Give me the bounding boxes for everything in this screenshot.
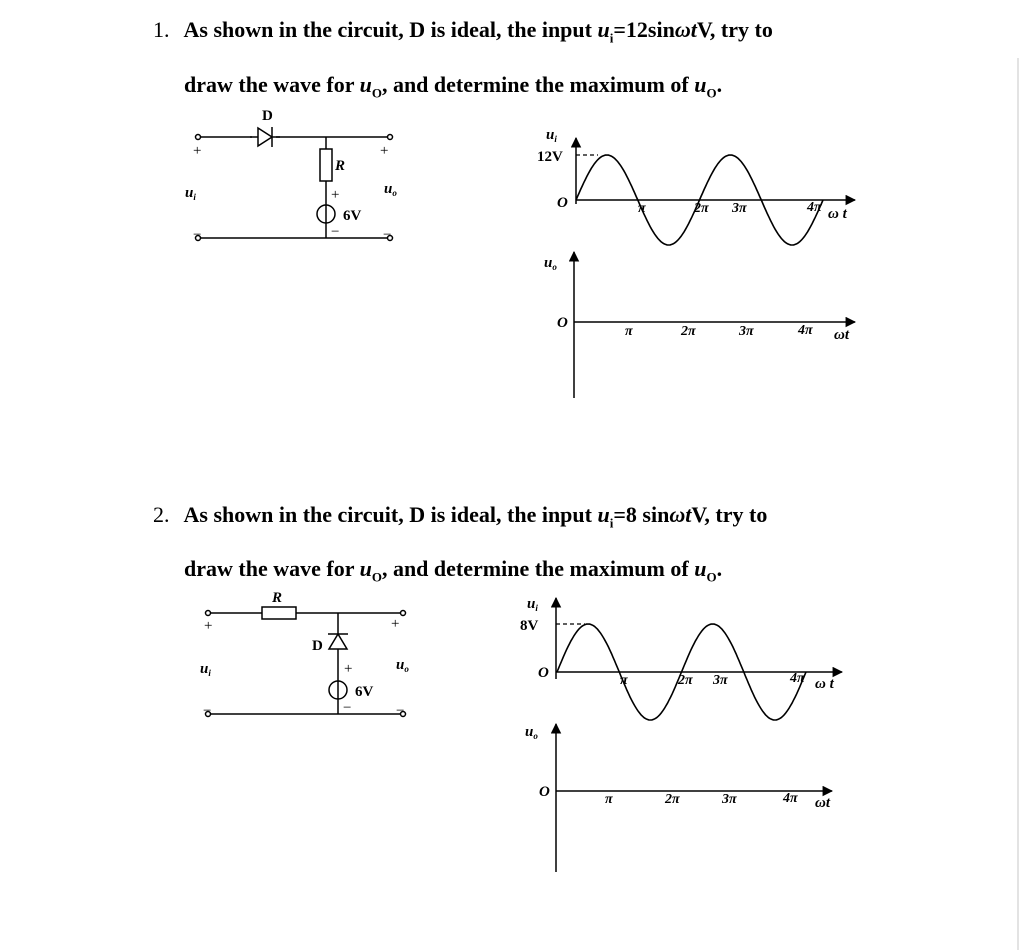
graph-1-input-xlabel: ω t <box>828 206 847 222</box>
problem-2-line2-text-a: draw the wave for <box>184 556 360 581</box>
circuit-1-diode <box>250 127 280 147</box>
problem-2-var-sub: i <box>609 515 614 531</box>
graph-2-input <box>520 596 842 720</box>
graph-1-input-tick-pi: π <box>638 201 646 216</box>
circuit-2 <box>206 607 406 717</box>
circuit-2-diode-label: D <box>312 638 323 654</box>
problem-2-text-c: V, try to <box>691 502 768 527</box>
graph-1-output-xlabel: ωt <box>834 327 850 343</box>
problem-1-text-c: V, try to <box>696 17 773 42</box>
graph-2-input-ylabel: $u_i$ <box>527 596 538 613</box>
graph-2-output-ylabel: $u_o$ <box>525 724 538 741</box>
circuit-1-minus-source: − <box>331 224 340 240</box>
problem-1-var: u <box>597 17 610 42</box>
circuit-2-input-label: $u_i$ <box>200 661 211 678</box>
graph-2-output <box>525 724 832 872</box>
circuit-2-plus-right: + <box>391 616 400 632</box>
circuit-1-minus-right: − <box>383 227 392 243</box>
problem-2-omega-t: ωt <box>669 502 692 527</box>
graph-1-output-tick-2pi: 2π <box>681 324 696 339</box>
graph-2-input-origin: O <box>538 665 549 681</box>
problem-2-text-b: =8 sin <box>613 502 670 527</box>
graph-2-input-tick-3pi: 3π <box>713 673 728 688</box>
graph-1-output <box>544 252 855 398</box>
circuit-1-source-label: 6V <box>343 208 362 224</box>
circuit-1-terminal-tr <box>388 135 393 140</box>
problem-2-text-a: As shown in the circuit, D is ideal, the input <box>183 502 598 527</box>
graph-1-output-tick-4pi: 4π <box>798 323 813 338</box>
circuit-2-minus-left: − <box>203 703 212 719</box>
circuit-2-plus-source: + <box>344 661 353 677</box>
problem-2-number: 2. <box>153 502 170 527</box>
circuit-1-diode-label: D <box>262 108 273 124</box>
circuit-1-output-label: $u_o$ <box>384 181 397 198</box>
circuit-2-labels <box>200 590 409 719</box>
problem-1-line2-sub-1: O <box>371 85 382 101</box>
circuit-1-plus-source: + <box>331 187 340 203</box>
circuit-2-terminal-tr <box>401 611 406 616</box>
circuit-1-terminal-tl <box>196 135 201 140</box>
problem-2-line2-text-c: . <box>716 556 723 581</box>
problem-1-line2-text-b: , and determine the maximum of <box>381 72 695 97</box>
problem-1-line2-var-1: u <box>359 72 372 97</box>
graph-2-input-tick-2pi: 2π <box>678 673 693 688</box>
circuit-1-resistor-label: R <box>335 158 346 174</box>
problem-2-line2-var-1: u <box>359 556 372 581</box>
problem-1-text-b: =12sin <box>613 17 675 42</box>
circuit-2-terminal-tl <box>206 611 211 616</box>
circuit-1-minus-left: − <box>193 227 202 243</box>
problem-1-line2-sub-2: O <box>706 85 717 101</box>
circuit-1-input-label: $u_i$ <box>185 185 196 202</box>
graph-2-output-xlabel: ωt <box>815 795 831 811</box>
problem-2-line2-text-b: , and determine the maximum of <box>381 556 695 581</box>
problem-2-line2-sub-1: O <box>371 569 382 585</box>
problem-2-line2-sub-2: O <box>706 569 717 585</box>
graph-2-output-tick-2pi: 2π <box>665 792 680 807</box>
graph-2-output-tick-3pi: 3π <box>722 792 737 807</box>
graph-2-input-xlabel: ω t <box>815 676 834 692</box>
problem-1-var-sub: i <box>609 30 614 46</box>
graph-1-input-ylabel: $u_i$ <box>546 127 557 144</box>
circuit-1-plus-right: + <box>380 143 389 159</box>
circuit-2-minus-right: − <box>396 703 405 719</box>
graph-2-input-tick-pi: π <box>620 673 628 688</box>
problem-1-omega-t: ωt <box>674 17 697 42</box>
graph-2-input-tick-4pi: 4π <box>790 671 805 686</box>
problem-1-text-a: As shown in the circuit, D is ideal, the input <box>183 17 598 42</box>
circuit-2-resistor <box>262 607 296 619</box>
circuit-2-diode <box>328 634 348 649</box>
circuit-1-labels <box>185 108 397 243</box>
circuit-1 <box>196 127 393 241</box>
graph-2-output-tick-4pi: 4π <box>783 791 798 806</box>
circuit-1-resistor <box>320 149 332 181</box>
problem-1-number: 1. <box>153 17 170 42</box>
problem-2-line2-var-2: u <box>694 556 707 581</box>
circuit-2-source-label: 6V <box>355 684 374 700</box>
graph-1-input-amplitude: 12V <box>537 149 563 165</box>
graph-1-input-tick-3pi: 3π <box>732 201 747 216</box>
circuit-2-plus-left: + <box>204 618 213 634</box>
graph-2-input-amplitude: 8V <box>520 618 539 634</box>
graph-1-output-tick-pi: π <box>625 324 633 339</box>
graph-1-output-tick-3pi: 3π <box>739 324 754 339</box>
problem-2-var: u <box>597 502 610 527</box>
circuit-1-plus-left: + <box>193 143 202 159</box>
graph-1-input <box>537 127 855 245</box>
graph-1-input-origin: O <box>557 195 568 211</box>
problem-1-line2-text-c: . <box>716 72 723 97</box>
circuit-2-minus-source: − <box>343 700 352 716</box>
graph-1-input-tick-2pi: 2π <box>694 201 709 216</box>
graph-2-output-tick-pi: π <box>605 792 613 807</box>
graph-1-output-ylabel: $u_o$ <box>544 255 557 272</box>
graph-2-output-origin: O <box>539 784 550 800</box>
problem-1-line2-var-2: u <box>694 72 707 97</box>
circuit-2-resistor-label: R <box>272 590 283 606</box>
circuit-2-output-label: $u_o$ <box>396 657 409 674</box>
graph-1-input-tick-4pi: 4π <box>807 200 822 215</box>
graph-1-output-origin: O <box>557 315 568 331</box>
problem-1-line2-text-a: draw the wave for <box>184 72 360 97</box>
